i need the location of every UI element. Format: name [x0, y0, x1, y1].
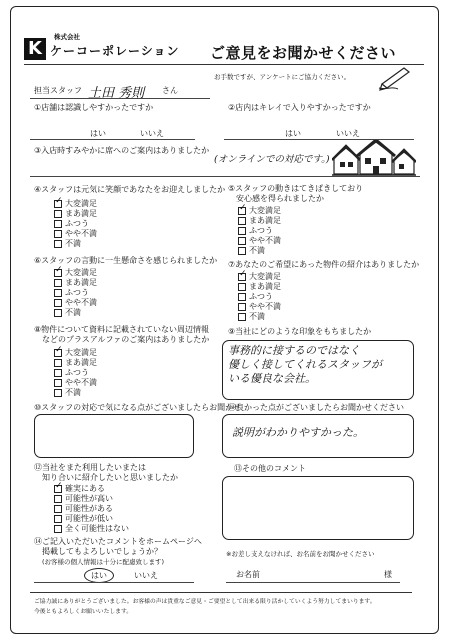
q8-option[interactable]: やや不満	[54, 378, 97, 388]
checkbox-checked-icon[interactable]	[238, 273, 246, 281]
q1-no[interactable]: いいえ	[140, 129, 164, 138]
checkbox-checked-icon[interactable]	[54, 485, 62, 493]
company-name: ケーコーポレーション	[50, 44, 180, 58]
intro-text: お手数ですが、アンケートにご協力ください。	[214, 73, 351, 81]
q6-option[interactable]: ✓ 大変満足	[54, 268, 97, 278]
company-logo: K	[24, 38, 46, 60]
question-8-line2: などのプラスアルファのご案内はありましたか	[42, 335, 210, 344]
question-7: ⑦あなたのご希望にあった物件の紹介はありましたか	[228, 260, 420, 269]
q7-option[interactable]: ✓ 大変満足	[238, 272, 281, 282]
q4-option[interactable]: やや不満	[54, 229, 97, 239]
q11-answer: 説明がわかりやすかった。	[232, 426, 364, 439]
q14-no[interactable]: いいえ	[134, 571, 158, 580]
checkbox-icon[interactable]	[238, 227, 246, 235]
q6-option[interactable]: やや不満	[54, 298, 97, 308]
corp-label: 株式会社	[54, 33, 80, 41]
checkbox-icon[interactable]	[54, 240, 62, 248]
checkbox-icon[interactable]	[238, 247, 246, 255]
checkbox-icon[interactable]	[54, 359, 62, 367]
q12-option[interactable]: 可能性がある	[54, 504, 129, 514]
q12-option[interactable]: 可能性が低い	[54, 514, 129, 524]
signature-name-label: お名前	[236, 570, 260, 579]
signature-note: ※お差し支えなければ、お名前をお聞かせください	[226, 550, 375, 558]
pen-icon	[378, 62, 414, 92]
q6-option[interactable]: ふつう	[54, 288, 97, 298]
question-3: ③入店時すみやかに席へのご案内はありましたか	[34, 146, 210, 155]
q4-option[interactable]: まあ満足	[54, 209, 97, 219]
q14-underline	[34, 582, 194, 583]
q2-no[interactable]: いいえ	[336, 129, 360, 138]
staff-suffix: さん	[162, 86, 178, 95]
question-5-line1: ⑤スタッフの動きはてきぱきしており	[228, 184, 364, 193]
checkbox-icon[interactable]	[54, 369, 62, 377]
checkbox-icon[interactable]	[238, 313, 246, 321]
q1-yes[interactable]: はい	[90, 129, 106, 138]
checkbox-icon[interactable]	[54, 379, 62, 387]
checkbox-icon[interactable]	[54, 279, 62, 287]
question-5-line2: 安心感を得られましたか	[236, 194, 324, 203]
checkbox-icon[interactable]	[54, 299, 62, 307]
checkbox-icon[interactable]	[54, 289, 62, 297]
q3-underline	[30, 176, 420, 177]
checkbox-checked-icon[interactable]	[54, 269, 62, 277]
q5-option[interactable]: ふつう	[238, 226, 281, 236]
q8-option[interactable]: ✓ 大変満足	[54, 348, 97, 358]
q4-option[interactable]: ふつう	[54, 219, 97, 229]
footer-divider	[30, 592, 412, 593]
question-12-line2: 知り合いに紹介したいと思いましたか	[42, 473, 178, 482]
checkbox-icon[interactable]	[238, 237, 246, 245]
q4-option[interactable]: 不満	[54, 239, 97, 249]
checkbox-icon[interactable]	[54, 515, 62, 523]
q12-option[interactable]: ✓ 確実にある	[54, 484, 129, 494]
question-10: ⑩スタッフの対応で気になる点がございましたらお聞かせ	[34, 403, 242, 412]
checkbox-checked-icon[interactable]	[54, 349, 62, 357]
checkbox-checked-icon[interactable]	[238, 207, 246, 215]
question-9: ⑨当社にどのような印象をもちましたか	[228, 327, 372, 336]
question-13: ⑬その他のコメント	[234, 464, 306, 473]
question-14-note: (お客様の個人情報は十分に配慮致します)	[42, 558, 165, 566]
checkbox-icon[interactable]	[54, 389, 62, 397]
checkbox-icon[interactable]	[238, 303, 246, 311]
staff-label: 担当スタッフ	[34, 86, 82, 95]
q14-yes-circled[interactable]: はい	[84, 568, 114, 583]
q4-option[interactable]: ✓ 大変満足	[54, 199, 97, 209]
title-underline	[24, 64, 424, 65]
checkbox-icon[interactable]	[238, 217, 246, 225]
page-title: ご意見をお聞かせください	[210, 44, 397, 62]
question-4: ④スタッフは元気に笑顔であなたをお迎えしましたか	[34, 185, 226, 194]
q1-underline	[30, 139, 195, 140]
q12-option[interactable]: 全く可能性はない	[54, 524, 129, 534]
q5-option[interactable]: まあ満足	[238, 216, 281, 226]
question-8-line1: ⑧物件について資料に記載されていない周辺情報	[34, 325, 210, 334]
q7-option[interactable]: 不満	[238, 312, 281, 322]
question-14-line1: ⑭ご記入いただいたコメントをホームページへ	[34, 537, 202, 546]
checkbox-icon[interactable]	[238, 293, 246, 301]
footer-line1: ご協力誠にありがとうございました。お客様の声は貴重なご意見・ご要望として出来る限り活かしていくよう努力してまいります。	[34, 599, 376, 605]
q8-options	[54, 348, 97, 398]
q7-options	[238, 272, 281, 322]
q12-option[interactable]: 可能性が高い	[54, 494, 129, 504]
q7-option[interactable]: やや不満	[238, 302, 281, 312]
houses-icon	[332, 140, 416, 180]
q6-options	[54, 268, 97, 318]
q5-option[interactable]: やや不満	[238, 236, 281, 246]
question-1: ①店舗は認識しやすかったですか	[34, 103, 154, 112]
question-2: ②店内はキレイで入りやすかったですか	[228, 103, 371, 112]
signature-honorific: 様	[384, 570, 392, 579]
q13-answer-box[interactable]	[222, 476, 414, 540]
q7-option[interactable]: まあ満足	[238, 282, 281, 292]
question-6: ⑥スタッフの言動に一生懸命さを感じられましたか	[34, 256, 218, 265]
checkbox-icon[interactable]	[54, 309, 62, 317]
checkbox-icon[interactable]	[54, 505, 62, 513]
q7-option[interactable]: ふつう	[238, 292, 281, 302]
checkbox-icon[interactable]	[54, 495, 62, 503]
q2-yes[interactable]: はい	[285, 129, 301, 138]
q10-answer-box[interactable]	[34, 414, 194, 458]
checkbox-checked-icon[interactable]	[54, 200, 62, 208]
staff-underline	[30, 98, 210, 99]
checkbox-icon[interactable]	[54, 210, 62, 218]
q8-option[interactable]: 不満	[54, 388, 97, 398]
checkbox-icon[interactable]	[238, 283, 246, 291]
q5-option[interactable]: ✓ 大変満足	[238, 206, 281, 216]
q3-comment: (オンラインでの対応です。)	[214, 154, 330, 165]
q8-option[interactable]: ふつう	[54, 368, 97, 378]
staff-name[interactable]: 土田 秀則	[88, 86, 145, 101]
question-11: ⑪良かった点がございましたらお聞かせください	[228, 403, 404, 412]
q5-options	[238, 206, 281, 256]
q9-answer: 事務的に接するのではなく 優しく接してくれるスタッフが いる優良な会社。	[228, 344, 382, 385]
q8-option[interactable]: まあ満足	[54, 358, 97, 368]
checkbox-icon[interactable]	[54, 230, 62, 238]
checkbox-icon[interactable]	[54, 220, 62, 228]
checkbox-icon[interactable]	[54, 525, 62, 533]
question-14-line2: 掲載してもよろしいでしょうか？	[42, 547, 162, 556]
q6-option[interactable]: まあ満足	[54, 278, 97, 288]
footer-line2: 今後ともよろしくお願いいたします。	[34, 609, 133, 615]
q4-options	[54, 199, 97, 249]
signature-underline[interactable]	[226, 582, 400, 583]
q6-option[interactable]: 不満	[54, 308, 97, 318]
question-12-line1: ⑫当社をまた利用したいまたは	[34, 463, 146, 472]
q5-option[interactable]: 不満	[238, 246, 281, 256]
q12-options	[54, 484, 129, 534]
